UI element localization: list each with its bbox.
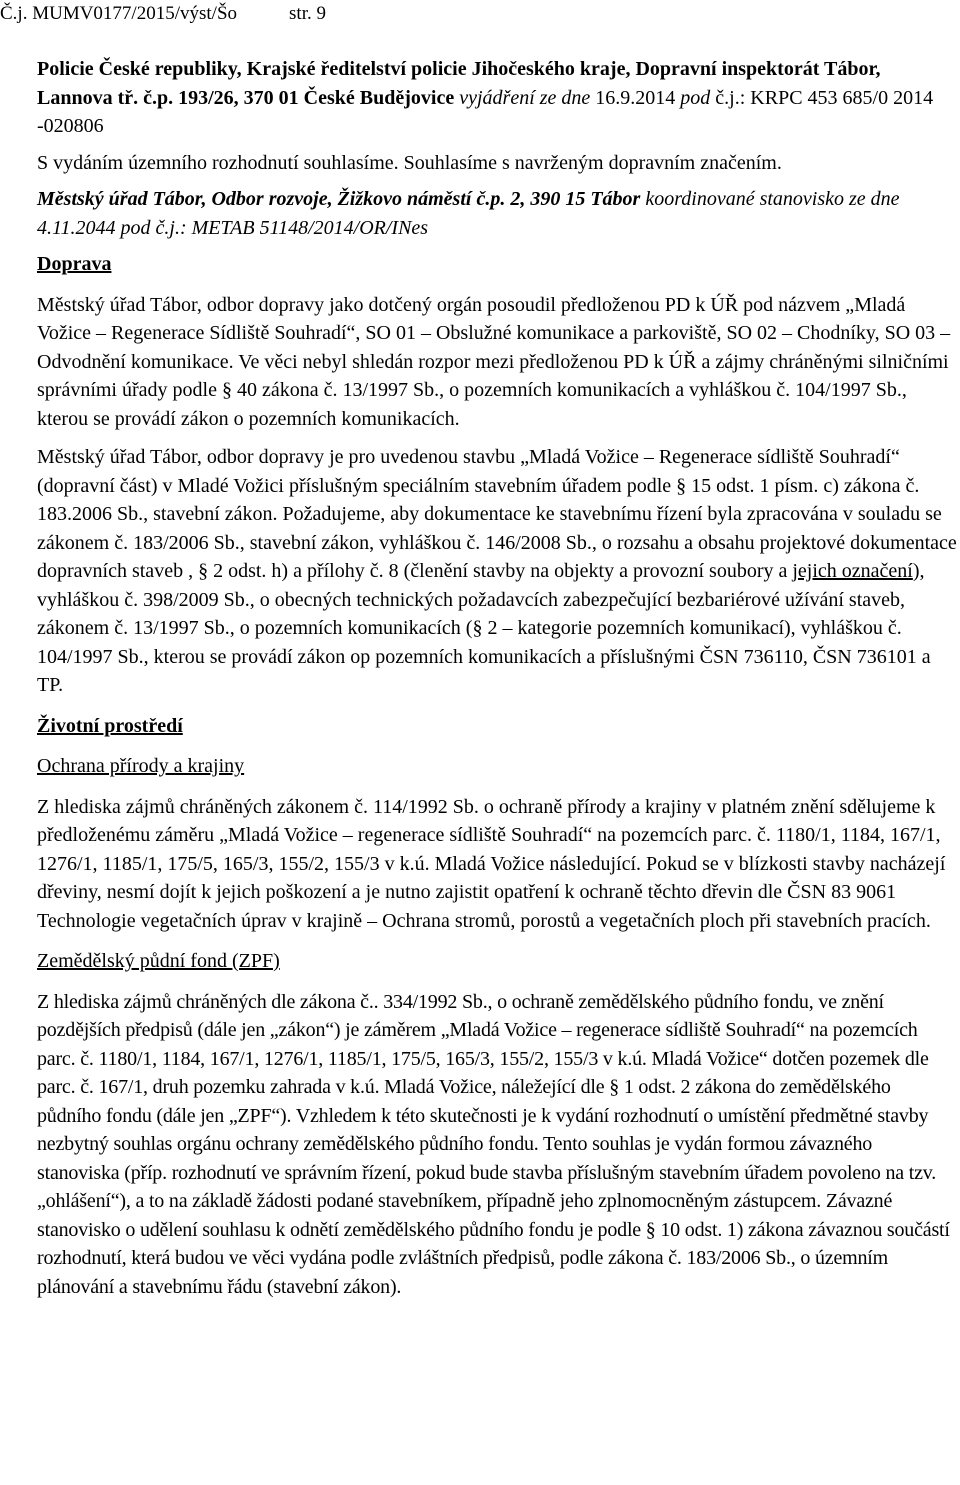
pod-label: pod: [675, 86, 716, 109]
subheading-ochrana-prirody: Ochrana přírody a krajiny: [37, 755, 245, 777]
doprava-p1-part-b: Ve věci nebyl shledán rozpor mezi předloženou PD k ÚŘ a zájmy chráněnými silničními správními úřady podle § 40 zákona č. 13/1997 Sb., o pozemních komunikacích a vyhláškou č. 104/1997 Sb., kterou se provádí zákon o pozemních komunikacích.: [37, 350, 949, 430]
mu-pod-label: pod: [115, 216, 156, 239]
document-body: [37, 55, 959, 1301]
mu-statement-type: koordinované stanovisko ze dne: [640, 188, 900, 210]
statement-type: vyjádření ze dne: [454, 86, 596, 109]
doprava-p2-part-b: Požadujeme, aby dokumentace ke stavebnímu řízení byla zpracována v souladu se zákonem č. 183/2006 Sb., stavební zákon, vyhláškou č. 146/2008 Sb., o rozsahu a obsahu projektové dokumentace dopravních staveb , § 2 odst. h) a přílohy č. 8 (členění stavby na objekty a provozní soubory a: [37, 503, 957, 582]
police-reference: : KRPC 453 685/0 2014 -020806: [37, 86, 934, 137]
mu-cj-label: č.j.: [155, 216, 180, 239]
doprava-paragraph-1: [37, 291, 959, 434]
mu-org: Městský úřad Tábor, Odbor rozvoje, Žižkovo náměstí č.p. 2, 390 15 Tábor: [37, 188, 641, 210]
mu-reference: : METAB 51148/2014/OR/INes: [179, 216, 429, 239]
section-heading-doprava: Doprava: [37, 253, 112, 275]
mu-statement-intro: [37, 185, 959, 242]
subheading-zpf: Zemědělský půdní fond (ZPF): [37, 950, 280, 972]
page-header: [0, 3, 326, 25]
police-org: Policie České republiky, Krajské ředitelství policie Jihočeského kraje, Dopravní inspektorát Tábor, Lannova tř. č.p. 193/26, 370 01 České Budějovice: [37, 58, 881, 109]
page-number: str. 9: [289, 3, 326, 24]
police-statement-body: S vydáním územního rozhodnutí souhlasíme. Souhlasíme s navrženým dopravním značením.: [37, 151, 782, 174]
underlined-term: jejich označení: [792, 560, 913, 582]
doprava-p1-part-a: Městský úřad Tábor, odbor dopravy jako dotčený orgán posoudil předloženou PD k ÚŘ pod názvem „Mladá Vožice – Regenerace Sídliště Souhradí“, SO 01 – Obslužné komunikace a parkoviště, SO 02 – Chodníky, SO 03 – Odvodnění komunikace.: [37, 293, 951, 373]
document-reference: Č.j. MUMV0177/2015/výst/Šo: [0, 3, 238, 24]
mu-statement-date: 4.11.2044: [37, 216, 116, 239]
doprava-p2-part-c: ), vyhláškou č. 398/2009 Sb., o obecných technických požadavcích zabezpečující bezbariérové užívání staveb, zákonem č. 13/1997 Sb., o pozemních komunikacích (§ 2 – kategorie pozemních komunikací), vyhláškou č. 104/1997 Sb., kterou se provádí zákon op pozemních komunikacích a příslušnými ČSN 736110, ČSN 736101 a TP.: [37, 560, 931, 696]
zpf-paragraph: Z hlediska zájmů chráněných dle zákona č.. 334/1992 Sb., o ochraně zemědělského půdního fondu, ve znění pozdějších předpisů (dále jen „zákon“) je záměrem „Mladá Vožice – regenerace sídliště Souhradí“ na pozemcích parc. č. 1180/1, 1184, 167/1, 1276/1, 1185/1, 175/5, 165/3, 155/2, 155/3 v k.ú. Mladá Vožice“ dotčen pozemek dle parc. č. 167/1, druh pozemku zahrada v k.ú. Mladá Vožice, náležející dle § 1 odst. 2 zákona do zemědělského půdního fondu (dále jen „ZPF“). Vzhledem k této skutečnosti je k vydání rozhodnutí o umístění předmětné stavby nezbytný souhlas orgánu ochrany zemědělského půdního fondu. Tento souhlas je vydán formou závazného stanoviska (příp. rozhodnutí ve správním řízení, pokud bude stavba příslušným stavebním úřadem povoleno na tzv. „ohlášení“), a to na základě žádosti podané stavebníkem, případně jeho zplnomocněným zástupcem. Závazné stanovisko o udělení souhlasu k odnětí zemědělského půdního fondu je podle § 10 odst. 1) zákona závaznou součástí rozhodnutí, která budou ve věci vydána podle zvláštních předpisů, podle zákona č. 183/2006 Sb., o územním plánování a stavebnímu řádu (stavební zákon).: [37, 990, 950, 1298]
section-heading-zivotni-prostredi: Životní prostředí: [37, 714, 183, 737]
ochrana-prirody-paragraph: Z hlediska zájmů chráněných zákonem č. 114/1992 Sb. o ochraně přírody a krajiny v platném znění sdělujeme k předloženému záměru „Mladá Vožice – regenerace sídliště Souhradí“ na pozemcích parc. č. 1180/1, 1184, 167/1, 1276/1, 1185/1, 175/5, 165/3, 155/2, 155/3 v k.ú. Mladá Vožice následující. Pokud se v blízkosti stavby nacházejí dřeviny, nesmí dojít k jejich poškození a je nutno zajistit opatření k ochraně těchto dřevin dle ČSN 83 9061 Technologie vegetačních úprav v krajině – Ochrana stromů, porostů a vegetačních ploch při stavebních pracích.: [37, 795, 946, 932]
police-statement-intro: [37, 55, 959, 141]
statement-date: 16.9.2014: [595, 86, 676, 109]
cj-label: č.j.: [715, 86, 740, 109]
doprava-p2-part-a: Městský úřad Tábor, odbor dopravy je pro uvedenou stavbu „Mladá Vožice – Regenerace sídliště Souhradí“ (dopravní část) v Mladé Vožici příslušným speciálním stavebním úřadem podle § 15 odst. 1 písm. c) zákona č. 183.2006 Sb., stavební zákon.: [37, 446, 920, 525]
doprava-paragraph-2: [37, 443, 959, 700]
